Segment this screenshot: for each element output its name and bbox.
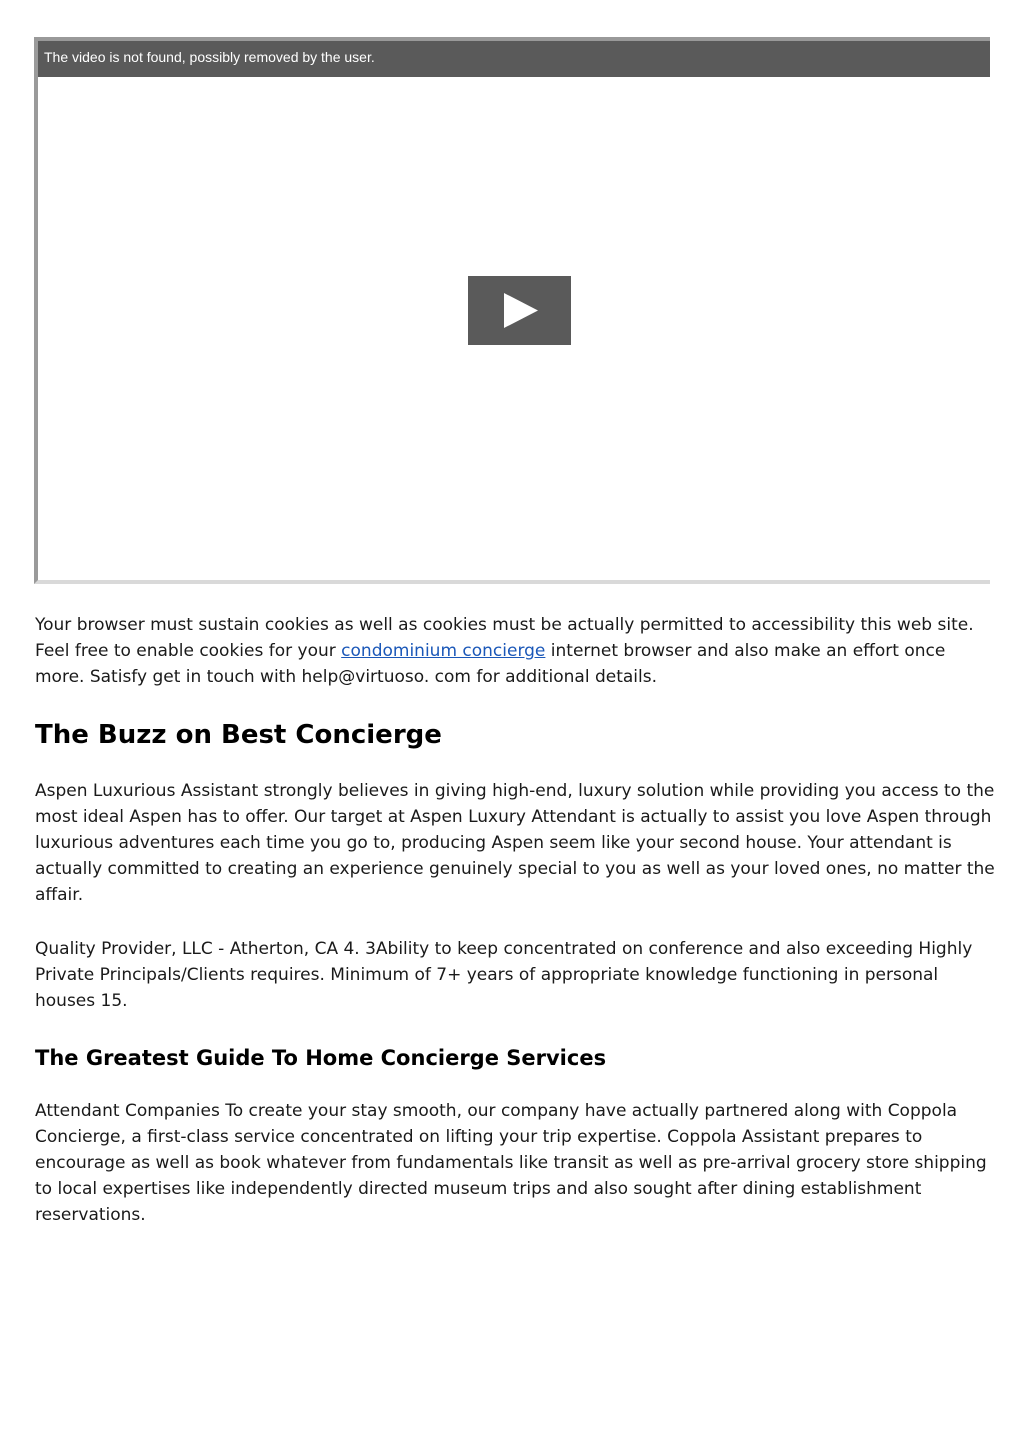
article (35, 612, 995, 1228)
intro-text-after-link: internet browser and also make an effort once more. Satisfy get in touch with help@virtuoso. com for additional details. (35, 641, 946, 687)
play-icon (468, 276, 571, 345)
intro-paragraph (35, 612, 995, 690)
video-error-message: The video is not found, possibly removed by the user. (44, 49, 375, 65)
aspen-paragraph: Aspen Luxurious Assistant strongly believes in giving high-end, luxury solution while providing you access to the most ideal Aspen has to offer. Our target at Aspen Luxury Attendant is actually to assist you love Aspen through luxurious adventures each time you go to, producing Aspen seem like your second house. Your attendant is actually committed to creating an experience genuinely special to you as well as your loved ones, no matter the affair. (35, 781, 995, 905)
play-button[interactable] (468, 276, 571, 345)
video-title-bar (38, 41, 990, 77)
quality-provider-paragraph: Quality Provider, LLC - Atherton, CA 4. 3Ability to keep concentrated on conference and also exceeding Highly Private Principals/Clients requires. Minimum of 7+ years of appropriate knowledge functioning in personal houses 15. (35, 939, 973, 1011)
attendant-companies-paragraph: Attendant Companies To create your stay smooth, our company have actually partnered along with Coppola Concierge, a first-class service concentrated on lifting your trip expertise. Coppola Assistant prepares to encourage as well as book whatever from fundamentals like transit as well as pre-arrival grocery store shipping to local expertises like independently directed museum trips and also sought after dining establishment reservations. (35, 1101, 987, 1225)
condominium-concierge-link[interactable]: condominium concierge (341, 641, 546, 661)
video-player[interactable] (34, 37, 990, 584)
section-heading-buzz: The Buzz on Best Concierge (35, 720, 442, 750)
section-heading-guide: The Greatest Guide To Home Concierge Services (35, 1046, 607, 1070)
intro-text-before-link: Your browser must sustain cookies as well as cookies must be actually permitted to accessibility this web site. Feel free to enable cookies for your (35, 615, 974, 661)
